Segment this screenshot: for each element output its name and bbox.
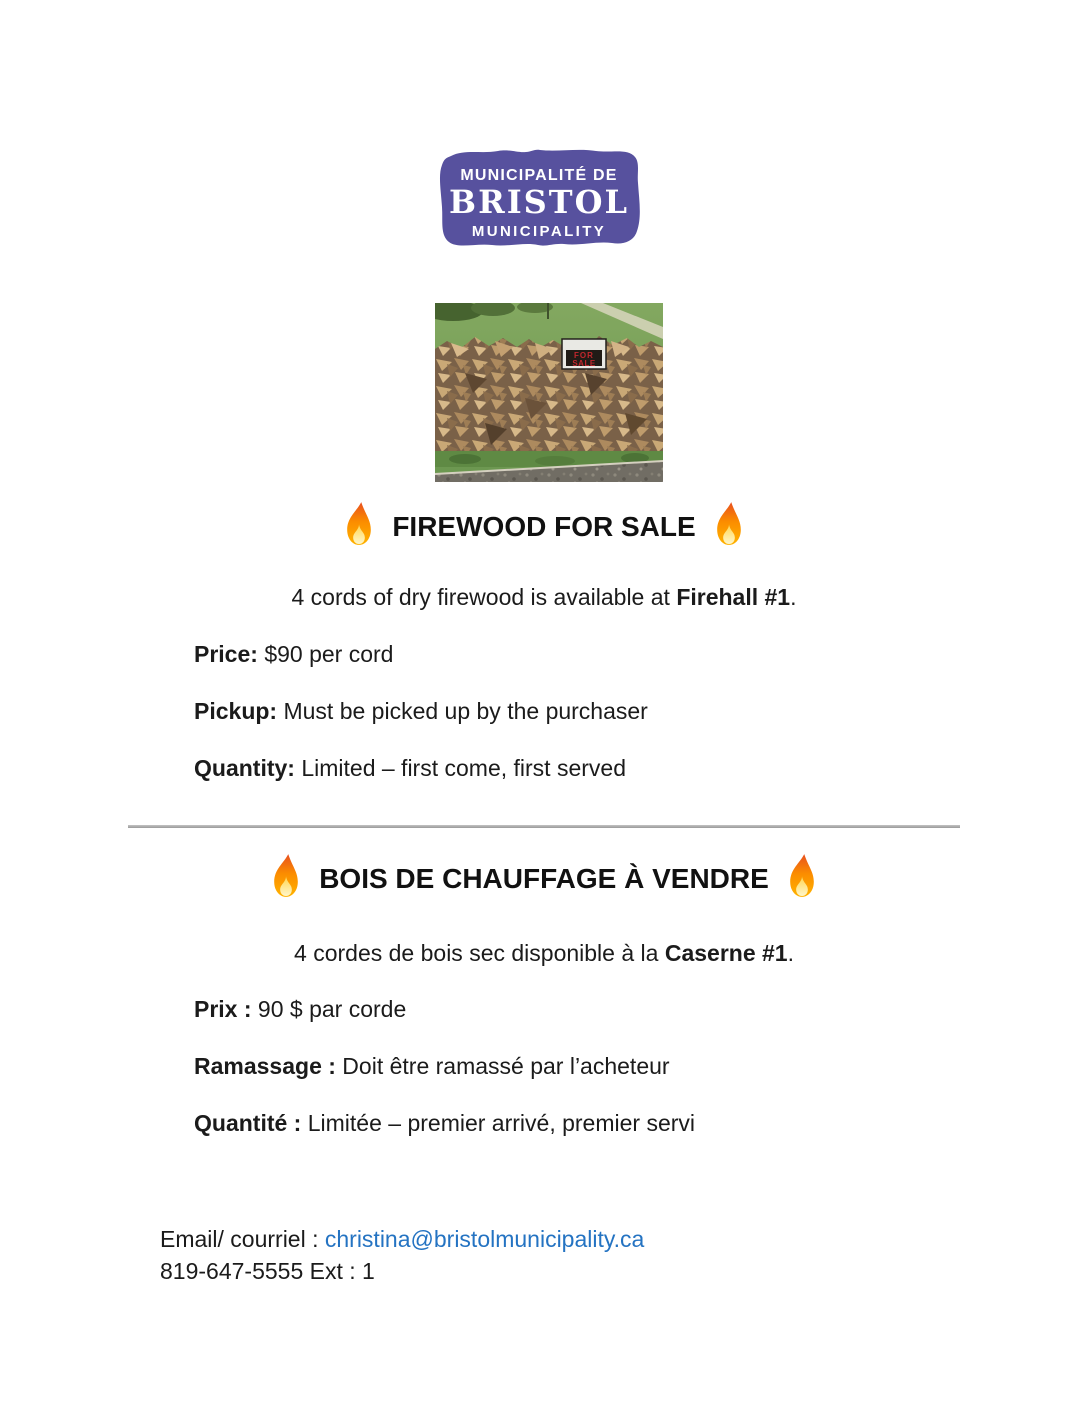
sign-text-sale: SALE <box>572 359 596 368</box>
english-intro-prefix: 4 cords of dry firewood is available at <box>291 584 677 610</box>
ramassage-label: Ramassage : <box>194 1053 336 1079</box>
english-intro <box>0 584 1088 611</box>
english-heading-row <box>0 504 1088 549</box>
logo-line3: MUNICIPALITY <box>471 223 607 240</box>
french-heading-row <box>0 856 1088 901</box>
price-value: $90 per cord <box>257 641 394 667</box>
french-pickup-line <box>194 1053 670 1080</box>
english-heading: FIREWOOD FOR SALE <box>392 510 696 542</box>
grass-tuft <box>535 456 575 466</box>
pickup-value: Must be picked up by the purchaser <box>277 698 648 724</box>
firewood-photo <box>435 303 663 482</box>
fire-emoji-icon <box>784 853 820 898</box>
tree-trunk <box>547 303 549 319</box>
pickup-label: Pickup: <box>194 698 278 724</box>
bristol-municipality-logo <box>430 143 648 252</box>
email-link[interactable]: christina@bristolmunicipality.ca <box>324 1226 645 1252</box>
english-intro-suffix: . <box>790 584 797 610</box>
prix-value: 90 $ par corde <box>251 996 407 1022</box>
french-intro <box>0 940 1088 967</box>
quantity-value: Limited – first come, first served <box>294 755 626 781</box>
logo-line1: MUNICIPALITÉ DE <box>460 167 618 184</box>
french-heading: BOIS DE CHAUFFAGE À VENDRE <box>319 862 769 894</box>
quantity-label: Quantity: <box>194 755 295 781</box>
email-line <box>160 1223 644 1255</box>
quantite-label: Quantité : <box>194 1110 302 1136</box>
woodpile-shape <box>435 336 663 455</box>
french-intro-prefix: 4 cordes de bois sec disponible à la <box>294 940 665 966</box>
for-sale-sign <box>562 339 606 369</box>
contact-block <box>160 1223 644 1287</box>
english-intro-bold: Firehall #1 <box>676 584 791 610</box>
french-intro-suffix: . <box>787 940 794 966</box>
ramassage-value: Doit être ramassé par l’acheteur <box>335 1053 670 1079</box>
fire-emoji-icon <box>711 501 747 546</box>
english-price-line <box>194 641 393 668</box>
section-divider <box>128 825 960 828</box>
prix-label: Prix : <box>194 996 252 1022</box>
logo-line2: BRISTOL <box>449 183 629 221</box>
quantite-value: Limitée – premier arrivé, premier servi <box>301 1110 696 1136</box>
english-pickup-line <box>194 698 648 725</box>
sign-text-for: FOR <box>574 351 594 360</box>
french-price-line <box>194 996 406 1023</box>
grass-tuft <box>449 454 481 464</box>
email-label: Email/ courriel : <box>160 1226 325 1252</box>
phone-line: 819-647-5555 Ext : 1 <box>160 1258 375 1284</box>
fire-emoji-icon <box>268 853 304 898</box>
price-label: Price: <box>194 641 258 667</box>
french-quantity-line <box>194 1110 695 1137</box>
french-intro-bold: Caserne #1 <box>664 940 788 966</box>
fire-emoji-icon <box>341 501 377 546</box>
english-quantity-line <box>194 755 626 782</box>
